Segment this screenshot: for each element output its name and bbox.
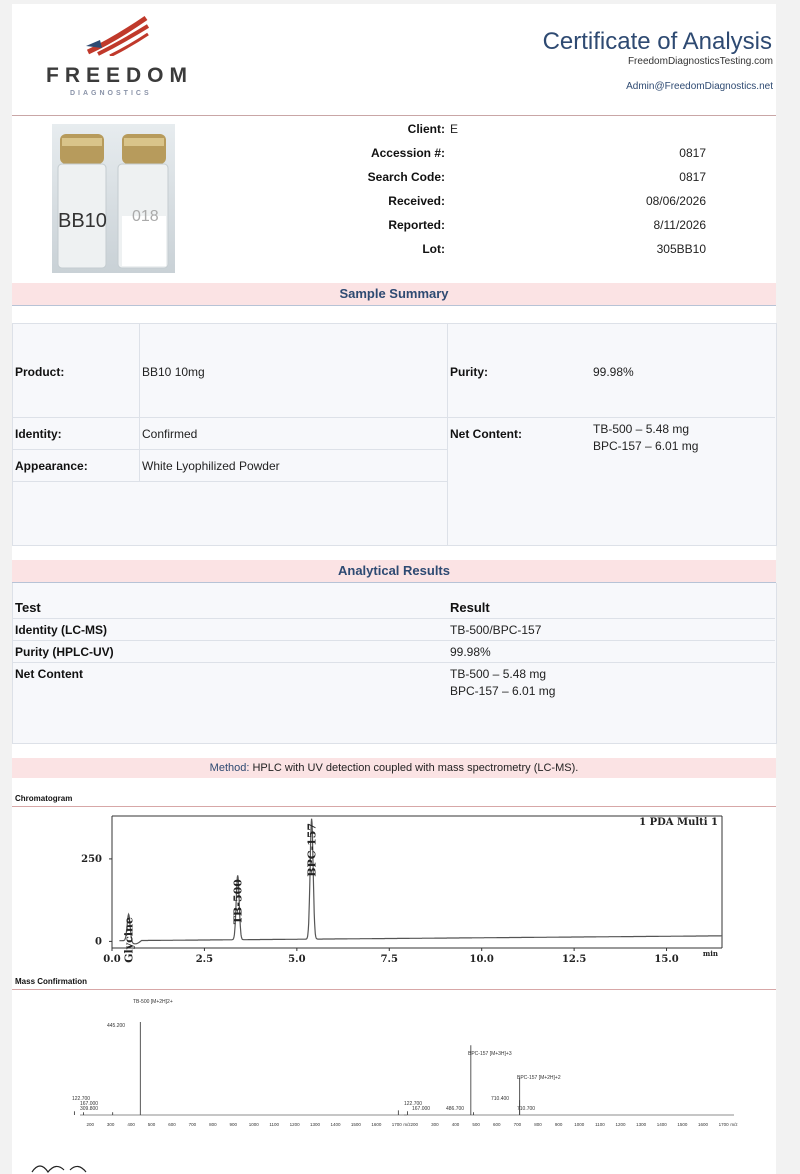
ms-left-annotation: TB-500 [M+2H]2+ (133, 999, 173, 1005)
logo-name: FREEDOM (46, 64, 193, 87)
mass-spectra-chart (12, 992, 776, 1137)
received-label: Received: (388, 194, 445, 208)
ms-x-tick-label: 500 (147, 1122, 156, 1127)
result-net-content-1: TB-500 – 5.48 mg (450, 667, 547, 681)
x-tick-label: 0.0 (103, 954, 121, 965)
ms-left-label-1: 122.700 (72, 1096, 91, 1102)
website-link[interactable]: FreedomDiagnosticsTesting.com (627, 56, 773, 67)
vial-label: BB10 (58, 210, 107, 232)
received-value: 08/06/2026 (645, 194, 706, 208)
lot-value: 305BB10 (656, 242, 706, 256)
ms-x-tick-label: 1300 (310, 1122, 321, 1127)
ms-x-tick-label: 600 (493, 1122, 501, 1127)
ms-x-tick-label: 1000 (574, 1122, 585, 1127)
peak-label: Glycine (122, 917, 136, 963)
accession-value: 0817 (679, 146, 706, 160)
vials-icon (52, 124, 175, 273)
client-value: E (450, 122, 459, 136)
ms-right-label-1: 122.700 (404, 1101, 423, 1107)
section-divider (12, 806, 776, 807)
appearance-label: Appearance: (15, 459, 88, 473)
signature (30, 1160, 120, 1174)
row-divider (13, 449, 447, 450)
flag-logo-icon (84, 12, 150, 56)
client-label: Client: (407, 122, 445, 136)
analytical-results-band (12, 560, 776, 583)
email-link[interactable]: Admin@FreedomDiagnostics.net (626, 81, 773, 92)
header-divider (12, 115, 776, 116)
ms-x-tick-label: 1600 (371, 1122, 382, 1127)
method-label: Method: (209, 762, 250, 774)
product-photo (52, 124, 175, 273)
analytical-results-table (12, 583, 777, 744)
col-divider (447, 324, 448, 545)
section-divider (12, 989, 776, 990)
ms-x-tick-label: 1400 (330, 1122, 341, 1127)
identity-value: Confirmed (142, 427, 198, 441)
ms-x-tick-label: 1000 (248, 1122, 259, 1127)
identity-label: Identity: (15, 427, 62, 441)
row-divider (13, 417, 775, 418)
x-tick-label: 10.0 (469, 954, 494, 965)
row-divider (13, 481, 447, 482)
test-header: Test (15, 600, 41, 615)
chromatogram-title: Chromatogram (15, 794, 73, 803)
ms-x-tick-label: 1100 (595, 1122, 605, 1127)
ms-right-label-2: 167.000 (412, 1106, 431, 1112)
sample-summary-title: Sample Summary (339, 286, 449, 301)
col-divider (139, 324, 140, 481)
ms-x-tick-label: 700 (513, 1122, 522, 1127)
x-unit-label: min (702, 949, 718, 958)
vial-label-2: 018 (132, 208, 159, 225)
x-tick-label: 5.0 (288, 954, 306, 965)
channel-label: 1 PDA Multi 1 (639, 817, 718, 828)
y-tick-label: 0 (95, 936, 102, 948)
row-divider (13, 640, 775, 641)
reported-value: 8/11/2026 (653, 218, 706, 232)
ms-x-tick-label: 200 (410, 1122, 419, 1127)
search-code-value: 0817 (679, 170, 706, 184)
ms-x-tick-label: 1700 (718, 1122, 729, 1127)
ms-x-tick-label: 1400 (656, 1122, 667, 1127)
ms-right-label-710a: 710.400 (491, 1096, 510, 1102)
peak-label: BPC-157 (305, 822, 319, 877)
y-tick-label: 250 (81, 853, 102, 865)
ms-right-label-486: 486.700 (446, 1106, 465, 1112)
ms-x-tick-label: 1200 (289, 1122, 300, 1127)
test-identity: Identity (LC-MS) (15, 623, 107, 637)
ms-x-tick-label: 800 (534, 1122, 542, 1127)
ms-x-tick-label: m/z (730, 1122, 738, 1127)
accession-label: Accession #: (370, 146, 445, 160)
row-divider (13, 618, 775, 619)
ms-x-tick-label: 900 (229, 1122, 238, 1127)
ms-x-tick-label: 1700 (391, 1122, 402, 1127)
ms-x-tick-label: 1200 (615, 1122, 626, 1127)
net-content-label: Net Content: (450, 427, 522, 441)
ms-x-tick-label: m/z (403, 1122, 411, 1127)
peak-label: TB-500 (231, 879, 245, 925)
appearance-value: White Lyophilized Powder (142, 459, 280, 473)
ms-x-tick-label: 400 (127, 1122, 135, 1127)
ms-x-tick-label: 800 (209, 1122, 217, 1127)
sample-summary-band (12, 283, 776, 306)
ms-x-tick-label: 700 (188, 1122, 197, 1127)
chromatogram-trace (119, 819, 722, 944)
purity-value: 99.98% (593, 365, 634, 379)
ms-x-tick-label: 1100 (269, 1122, 279, 1127)
method-text: HPLC with UV detection coupled with mass spectrometry (LC-MS). (249, 762, 579, 774)
mass-confirmation-title: Mass Confirmation (15, 977, 88, 986)
ms-x-tick-label: 1300 (636, 1122, 647, 1127)
logo-subtitle: DIAGNOSTICS (70, 90, 152, 97)
ms-x-tick-label: 300 (106, 1122, 115, 1127)
result-net-content-2: BPC-157 – 6.01 mg (450, 684, 556, 698)
product-label: Product: (15, 365, 65, 379)
ms-x-tick-label: 600 (168, 1122, 176, 1127)
result-purity: 99.98% (450, 645, 491, 659)
x-tick-label: 2.5 (195, 954, 214, 965)
ms-left-label-2: 167.000 (80, 1101, 99, 1107)
ms-x-tick-label: 400 (451, 1122, 460, 1127)
analytical-results-title: Analytical Results (338, 563, 450, 578)
x-tick-label: 15.0 (654, 954, 679, 965)
result-header: Result (450, 600, 490, 615)
ms-right-annotation-1: BPC-157 [M+3H]+3 (468, 1051, 512, 1057)
net-content-line2: BPC-157 – 6.01 mg (593, 439, 699, 453)
ms-x-tick-label: 300 (431, 1122, 439, 1127)
ms-right-annotation-2: BPC-157 [M+2H]+2 (517, 1075, 561, 1081)
net-content-line1: TB-500 – 5.48 mg (593, 422, 690, 436)
ms-x-tick-label: 1500 (677, 1122, 688, 1127)
ms-x-tick-label: 1600 (698, 1122, 709, 1127)
search-code-label: Search Code: (367, 170, 445, 184)
ms-x-tick-label: 200 (86, 1122, 94, 1127)
purity-label: Purity: (450, 365, 489, 379)
test-net-content: Net Content (15, 667, 83, 681)
product-value: BB10 10mg (142, 365, 205, 379)
page-title: Certificate of Analysis (542, 28, 772, 55)
ms-x-tick-label: 500 (472, 1122, 480, 1127)
reported-label: Reported: (388, 218, 445, 232)
ms-right-label-710b: 710.700 (517, 1106, 536, 1112)
ms-left-peak-label: 445.200 (107, 1023, 126, 1029)
test-purity: Purity (HPLC-UV) (15, 645, 114, 659)
ms-x-tick-label: 1500 (350, 1122, 361, 1127)
result-identity: TB-500/BPC-157 (450, 623, 542, 637)
ms-x-tick-label: 900 (554, 1122, 563, 1127)
row-divider (13, 662, 775, 663)
ms-left-label-3: 309.800 (80, 1106, 99, 1112)
x-tick-label: 7.5 (380, 954, 398, 965)
method-band (12, 758, 776, 778)
chromatogram-chart (12, 808, 776, 968)
x-tick-label: 12.5 (561, 954, 587, 965)
lot-label: Lot: (422, 242, 445, 256)
